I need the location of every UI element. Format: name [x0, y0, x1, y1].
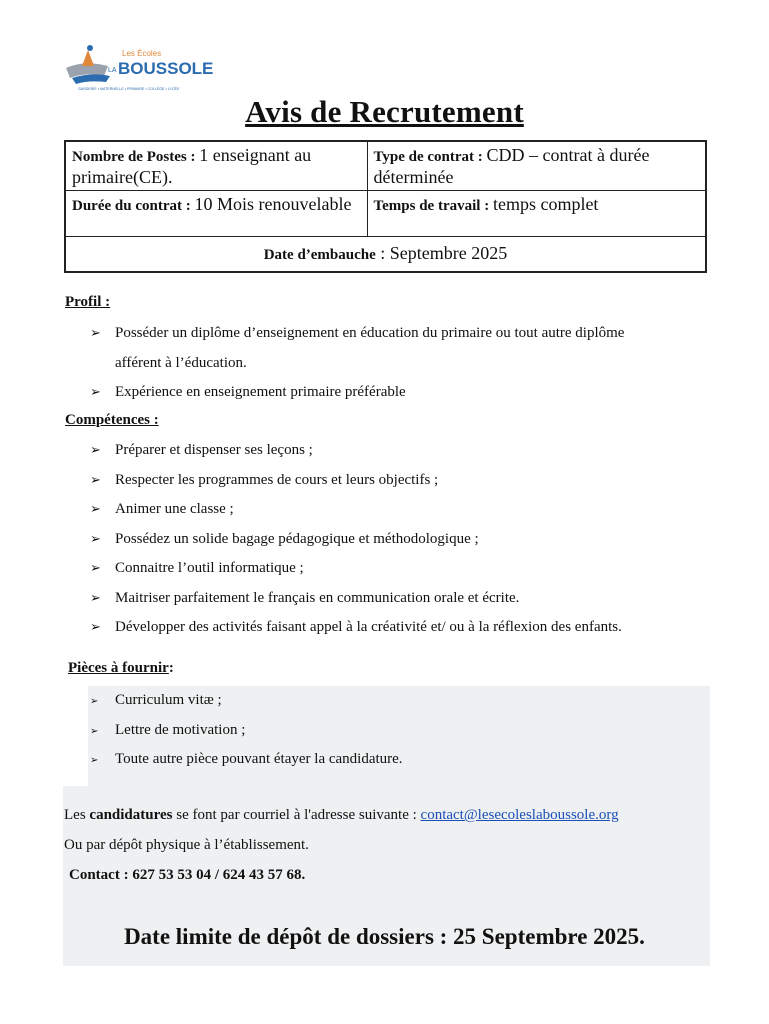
email-link[interactable]: contact@lesecoleslaboussole.org [420, 807, 619, 823]
deadline-text: Date limite de dépôt de dossiers : 25 Septembre 2025. [124, 924, 645, 949]
arrow-bullet-icon: ➢ [90, 589, 101, 605]
contrat-value: CDD – contrat à durée déterminée [373, 145, 650, 187]
duree-value: 10 Mois renouvelable [194, 194, 352, 214]
arrow-bullet-icon: ➢ [90, 696, 99, 707]
profil-list [90, 324, 624, 413]
list-item: ➢ Curriculum vitæ ; [90, 691, 403, 721]
svg-text:BOUSSOLE: BOUSSOLE [118, 59, 214, 78]
arrow-bullet-icon: ➢ [90, 530, 101, 546]
contrat-label: Type de contrat [373, 149, 475, 165]
arrow-bullet-icon: ➢ [90, 560, 101, 575]
svg-text:LA: LA [108, 67, 117, 74]
arrow-bullet-icon: ➢ [90, 501, 101, 516]
page-title: Avis de Recrutement [245, 94, 524, 129]
list-item: afférent à l’éducation. [115, 354, 247, 371]
arrow-bullet-icon: ➢ [90, 619, 101, 634]
embauche-cell: Date d’embauche : Septembre 2025 [65, 237, 706, 273]
arrow-bullet-icon: ➢ [90, 442, 101, 457]
list-item: ➢ Respecter les programmes de cours et leurs objectifs ; [90, 471, 439, 488]
svg-text:GARDERIE • MATERNELLE • PRIMAI: GARDERIE • MATERNELLE • PRIMAIRE • COLLÈGE • LYCÉE [78, 87, 180, 91]
duree-cell: Durée du contrat : 10 Mois renouvelable [65, 191, 367, 237]
depot-line: Ou par dépôt physique à l’établissement. [64, 837, 309, 853]
arrow-bullet-icon: ➢ [90, 471, 101, 487]
pieces-list [90, 691, 403, 780]
profil-heading: Profil : [65, 294, 111, 310]
list-item: ➢ Toute autre pièce pouvant étayer la candidature. [90, 750, 403, 780]
postes-value: 1 enseignant au primaire(CE). [72, 145, 312, 187]
school-logo [64, 38, 214, 94]
competences-list [90, 441, 622, 648]
list-item: ➢ Animer une classe ; [90, 501, 234, 517]
competences-heading: Compétences : [65, 412, 159, 428]
embauche-value: Septembre 2025 [389, 243, 508, 263]
list-item: ➢ Posséder un diplôme d’enseignement en éducation du primaire ou tout autre diplôme [90, 325, 625, 341]
postes-cell: Nombre de Postes : 1 enseignant au primaire(CE). [65, 141, 367, 191]
list-item: ➢ Expérience en enseignement primaire préférable [90, 384, 406, 400]
list-item: ➢ Développer des activités faisant appel à la créativité et/ ou à la réflexion des enfants. [90, 619, 622, 635]
duree-label: Durée du contrat [72, 198, 182, 214]
compass-boat-logo-icon [64, 38, 214, 94]
contrat-cell: Type de contrat : CDD – contrat à durée déterminée [367, 141, 706, 191]
list-item: ➢ Maitriser parfaitement le français en communication orale et écrite. [90, 589, 520, 606]
job-info-table [64, 140, 707, 273]
candidature-line: Les candidatures se font par courriel à l'adresse suivante : contact@lesecoleslaboussole.org [64, 807, 619, 823]
embauche-label: Date d’embauche [263, 247, 376, 263]
arrow-bullet-icon: ➢ [90, 725, 99, 737]
list-item: ➢ Préparer et dispenser ses leçons ; [90, 442, 313, 458]
postes-label: Nombre de Postes [72, 149, 187, 165]
svg-text:Les Écoles: Les Écoles [122, 49, 162, 58]
list-item: ➢ Lettre de motivation ; [90, 721, 403, 751]
pieces-heading: Pièces à fournir: [68, 660, 174, 676]
arrow-bullet-icon: ➢ [90, 755, 99, 766]
arrow-bullet-icon: ➢ [90, 384, 101, 399]
temps-value: temps complet [492, 194, 599, 214]
temps-label: Temps de travail [373, 198, 481, 214]
temps-cell: Temps de travail : temps complet [367, 191, 706, 237]
list-item: ➢ Connaitre l’outil informatique ; [90, 560, 304, 576]
arrow-bullet-icon: ➢ [90, 325, 101, 340]
contact-line: Contact : 627 53 53 04 / 624 43 57 68. [69, 867, 306, 883]
list-item: ➢ Possédez un solide bagage pédagogique et méthodologique ; [90, 530, 479, 547]
